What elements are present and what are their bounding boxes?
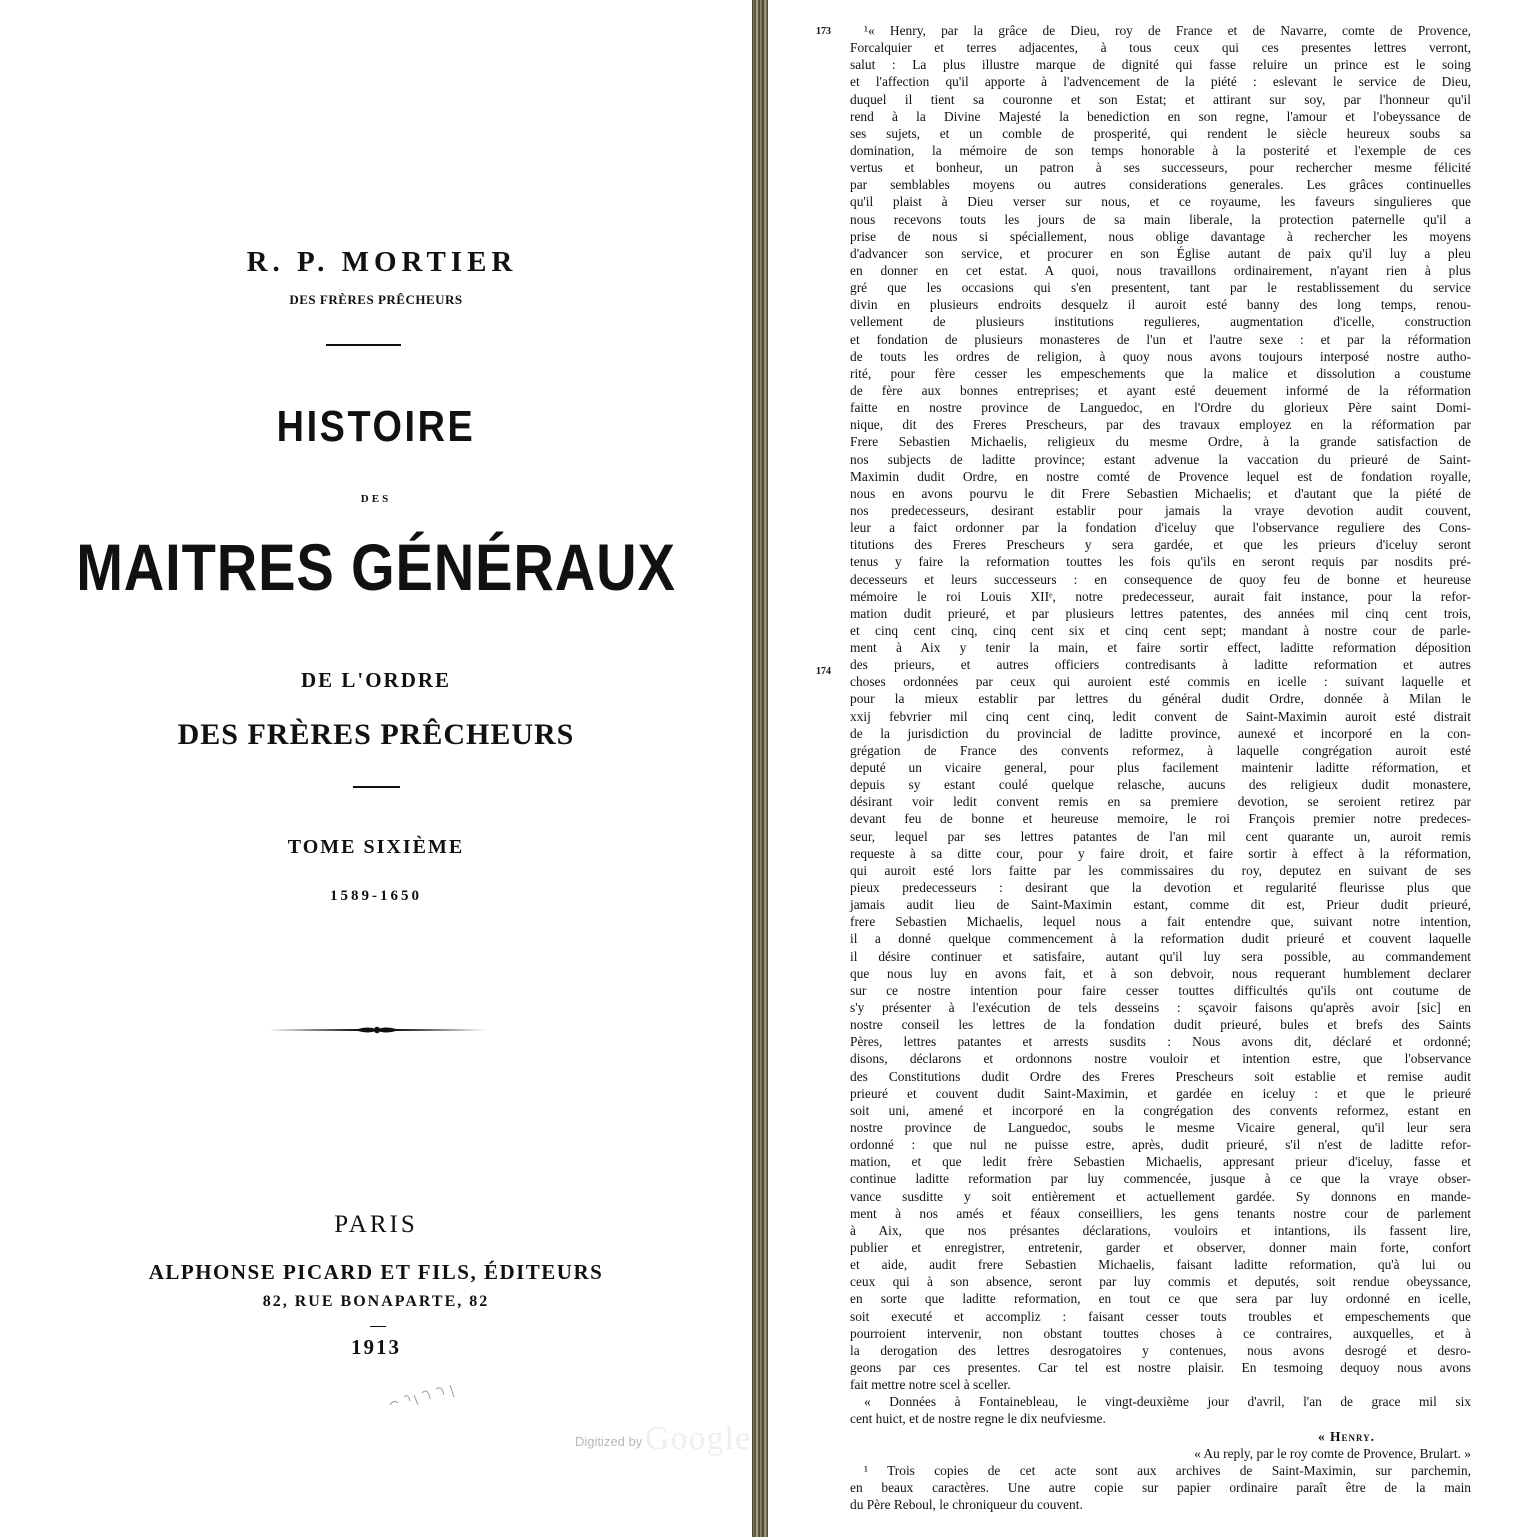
title-page (0, 0, 752, 1537)
text-line: nos subjects de laditte province; estant advenue la vaccation du prieuré de Saint- (850, 451, 1471, 467)
text-line: salut : La plus illustre marque de dignité qui fasse reluire un prince est le soing (850, 57, 1471, 73)
text-line: continue laditte reformation par luy commencée, jusque à ce que la vraye obser- (850, 1171, 1471, 1187)
text-line: depuis sy estant coulé quelque relasche, aucuns des religieux dudit monastere, (850, 777, 1471, 793)
divider-rule (353, 786, 400, 788)
publication-year: 1913 (351, 1335, 401, 1359)
text-line: titutions des Freres Prescheurs y sera gardée, et que les prieurs d'iceluy seront (850, 537, 1471, 553)
text-line: ses sujets, et un comble de prosperité, qui rendent le siècle heureux soubs sa (850, 125, 1471, 141)
text-line: et aide, audit frere Sebastien Michaelis, faisant laditte reformation, qu'à lui ou (850, 1257, 1471, 1273)
ornament-rule-icon (268, 1019, 486, 1041)
text-line: Forcalquier et terres adjacentes, à tous ceux qui ces presentes lettres verront, (850, 40, 1471, 56)
text-line: à Aix, que nos présantes déclarations, vouloirs et intantions, ils fassent lire, (850, 1222, 1471, 1238)
text-line: Maximin dudit Ordre, en nostre comté de Provence lequel est de fondation royalle, (850, 468, 1471, 484)
margin-page-number: 173 (816, 26, 831, 37)
text-line: geons par ces presentes. Car tel est nostre plaisir. En tesmoing dequoy nous avons (850, 1359, 1471, 1375)
divider-rule (326, 344, 401, 346)
date-line: « Données à Fontainebleau, le vingt-deuxième jour d'avril, l'an de grace mil six (864, 1394, 1471, 1410)
text-line: faitte en nostre province de Languedoc, en l'Ordre du glorieux Père saint Domi- (850, 400, 1471, 416)
text-line: mation dudit prieuré, et par plusieurs lettres patentes, des années mil cinq cent trois, (850, 605, 1471, 621)
text-line: qu'il plaist à Dieu verser sur nous, et ce royaume, les faveurs singulieres que (850, 194, 1471, 210)
text-line: de la jurisdiction du provincial de laditte province, aunexé et incorporé en la con- (850, 725, 1471, 741)
title-subtitle-2: DES FRÈRES PRÊCHEURS (177, 718, 575, 751)
text-line: rité, pour fère cesser les empeschements que la malice et dissolution a coustume (850, 365, 1471, 381)
text-line: soit executé et accompliz : faisant cesser touts troubles et empeschements que (850, 1308, 1471, 1324)
text-line: en sorte que laditte reformation, en tout ce que sera par luy ordonné en icelle, (850, 1291, 1471, 1307)
text-line: de touts les ordres de religion, à quoy nous avons toujours interposé nostre authо- (850, 348, 1471, 364)
text-line: soit uni, amené et incorporé en la congrégation des convents reformez, estant en (850, 1102, 1471, 1118)
text-line: qui auroit esté lors faitte par les commissaires du roy, deputez en suivant de ses (850, 862, 1471, 878)
text-line: nous recevons touts les jours de sa main liberale, la protection paternelle qu'il a (850, 211, 1471, 227)
text-line: sur ce nostre intention pour faire cesser touttes difficultés qu'ils ont coutume de (850, 982, 1471, 998)
text-line: et l'affection qu'il apporte à l'advencement de la piété : eslevant le service de Dieu, (850, 74, 1471, 90)
volume-years: 1589-1650 (330, 888, 422, 904)
divider-rule (370, 1326, 386, 1327)
text-line: prieuré et couvent dudit Saint-Maximin, et gardée en iceluy : et que le prieuré (850, 1085, 1471, 1101)
text-line: vellement de plusieurs institutions regulieres, augmentation d'icelle, construction (850, 314, 1471, 330)
text-line: de fère aux bonnes entreprises; et ayant esté deuement informé de la réformation (850, 382, 1471, 398)
text-line: vance susditte y soit entièrement et actuellement gardée. Sy donnons en mande- (850, 1188, 1471, 1204)
text-line: Frere Sebastien Michaelis, religieux du mesme Ordre, à la grande satisfaction de (850, 434, 1471, 450)
library-stamp-scribble-icon (384, 1375, 464, 1415)
text-line: par semblables moyens ou autres considerations generales. Les grâces continuelles (850, 177, 1471, 193)
text-line: la derogation des lettres desrogatoires y contenues, nous avons desrogé et desro- (850, 1342, 1471, 1358)
text-line: ordonné : que nul ne puisse estre, après, dudit prieuré, s'il n'est de laditte refor- (850, 1137, 1471, 1153)
text-line: disons, déclarons et ordonnons nostre vouloir et intention estre, que l'observance (850, 1051, 1471, 1067)
text-line: désirant voir ledit convent remis en sa premiere devotion, se seroient retirez par (850, 794, 1471, 810)
text-line: Pères, lettres patantes et arrests susdits : Nous avons dit, déclaré et ordonné; (850, 1034, 1471, 1050)
footnote-line: du Père Reboul, le chroniqueur du couvent. (850, 1497, 1083, 1513)
signature-name: « Henry. (1318, 1428, 1375, 1444)
text-line: choses ordonnées par ceux qui auroient esté commis en icelle : suivant laquelle et (850, 674, 1471, 690)
date-line: cent huict, et de nostre regne le dix neufviesme. (850, 1411, 1106, 1427)
margin-page-number: 174 (816, 666, 831, 677)
digitized-watermark: Digitized by (575, 1434, 643, 1449)
text-line: mation, et que ledit frère Sebastien Michaelis, appresant prieur d'iceluy, fasse et (850, 1154, 1471, 1170)
text-line: que nous luy en avons fait, et à son debvoir, nous requerant humblement declarer (850, 965, 1471, 981)
footnote-line: en beaux caractères. Une autre copie sur papier ordinaire paraît être de la main (850, 1479, 1471, 1495)
text-line: des prieurs, et autres officiers contredisants à laditte reformation et autres (850, 657, 1471, 673)
title-subtitle-1: DE L'ORDRE (300, 668, 452, 692)
text-line: leur a faict ordonner par la fondation d'iceluy que l'observance reguliere des Cons- (850, 520, 1471, 536)
text-line: s'y présenter à l'exécution de tels desseins : sçavoir faisons qu'après avoir [sic] en (850, 1000, 1471, 1016)
text-line: rend à la Divine Majesté la benediction en son regne, l'amour et l'obeyssance de (850, 108, 1471, 124)
text-line: deputé un vicaire general, pour plus facilement maintenir laditte réformation, et (850, 760, 1471, 776)
text-line: publier et enregistrer, entretenir, garder et observer, donner main forte, confort (850, 1239, 1471, 1255)
text-line: nostre conseil les lettres de la fondation dudit prieuré, bules et brefs des Saints (850, 1017, 1471, 1033)
publisher-address: 82, RUE BONAPARTE, 82 (262, 1293, 490, 1310)
text-page (768, 0, 1525, 1537)
text-line: domination, la mémoire de son temps honorable à la posterité et l'exemple de ces (850, 142, 1471, 158)
text-line: seur, lequel par ses lettres patantes de l'an mil cent quarante un, auroit remis (850, 828, 1471, 844)
publication-city: PARIS (334, 1211, 418, 1238)
signature-reply: « Au reply, par le roy comte de Provence, Brulart. » (1194, 1445, 1471, 1461)
text-line: nostre province de Languedoc, soubs le mesme Vicaire general, qu'il leur sera (850, 1120, 1471, 1135)
title-connector: DES (360, 493, 392, 505)
letter-text (850, 22, 1471, 1393)
author-name: R. P. MORTIER (246, 246, 518, 278)
text-line: ment à Aix y tenir la main, et faire sortir effect, laditte reformation déposition (850, 640, 1471, 656)
text-line: xxij febvrier mil cinq cent cinq, ledit convent de Saint-Maximin auroit esté distrait (850, 708, 1471, 724)
text-line: pieux predecesseurs : desirant que la devotion et regularité fleurisse plus que (850, 880, 1471, 896)
text-line: des Constitutions dudit Ordre des Freres Prescheurs soit establie et remise audit (850, 1068, 1471, 1084)
text-line: il désire continuer et satisfaire, autant qu'il luy sera possible, au commandement (850, 948, 1471, 964)
text-line: pourroient intervenir, non obstant touttes choses à ce contraires, auxquelles, et à (850, 1325, 1471, 1341)
text-line: fait mettre notre scel à sceller. (850, 1377, 1011, 1393)
text-line: ceux qui à son absence, seront par luy commis et deputés, soit rendue obeyssance, (850, 1274, 1471, 1290)
text-line: jamais audit lieu de Saint-Maximin estant, comme dit est, Prieur dudit prieuré, (850, 897, 1471, 913)
text-line: pour la mieux establir par lettres du général dudit Ordre, donnée à Milan le (850, 691, 1471, 707)
text-line: tenus y faire la reformation touttes les fois qu'ils en seront requis par nosdits pré- (850, 554, 1471, 570)
text-line: nique, dit des Freres Prescheurs, par des travaux employez en la réformation par (850, 417, 1471, 433)
text-line: devant feu de bonne et heureuse memoire, le roi François premier notre predeces- (850, 811, 1471, 827)
text-line: nos predecesseurs, desirant establir pour jamais la vraye devotion audit couvent, (850, 502, 1471, 518)
text-line: duquel il tient sa couronne et son Estat; et attirant sur soy, par l'honneur qu'il (850, 91, 1471, 107)
footnote-line: ¹ Trois copies de cet acte sont aux archives de Saint-Maximin, sur parchemin, (864, 1462, 1471, 1478)
text-line: et cinq cent cinq, cinq cent six et cinq cent sept; mandant à nostre cour de parle- (850, 622, 1471, 638)
title-main: HISTOIRE (276, 402, 476, 451)
text-line: ¹« Henry, par la grâce de Dieu, roy de France et de Navarre, comte de Provence, (864, 23, 1471, 38)
text-line: frere Sebastien Michaelis, lequel nous a fait entendre que, suivant notre intention, (850, 914, 1471, 930)
volume-label: TOME SIXIÈME (287, 836, 465, 858)
document-body (850, 22, 1471, 1513)
google-watermark-icon: Google (645, 1420, 752, 1457)
text-line: d'advancer son service, et procurer en son Église autant de paix qu'il luy a pleu (850, 245, 1471, 261)
text-line: ment à nos amés et féaux conseilliers, les gens tenants nostre cour de parlement (850, 1205, 1471, 1221)
text-line: il a donné quelque commencement à la reformation dudit prieuré et couvent laquelle (850, 931, 1471, 947)
text-line: divin en plusieurs endroits desquelz il auroit esté banny des long temps, renou- (850, 297, 1471, 313)
text-line: decesseurs et leurs successeurs : en consequence de quoy feu de bonne et heureuse (850, 571, 1471, 587)
text-line: nous en avons pourvu le dit Frere Sebastien Michaelis; et d'autant que la piété de (850, 485, 1471, 501)
book-spine-divider (752, 0, 768, 1537)
text-line: vertus et bonheur, un patron à ses successeurs, pour rechercher mesme félicité (850, 160, 1471, 176)
publisher-name: ALPHONSE PICARD ET FILS, ÉDITEURS (148, 1260, 604, 1284)
text-line: mémoire le roi Louis XIIᵉ, notre predecesseur, aurait fait instance, pour la refor- (850, 588, 1471, 604)
text-line: prise de nous si spéciallement, nous oblige davantage à rechercher les moyens (850, 228, 1471, 244)
author-order: DES FRÈRES PRÊCHEURS (289, 292, 463, 307)
text-line: et fondation de plusieurs monasteres de l'un et l'autre sexe : et par la réformation (850, 331, 1471, 347)
title-large: MAITRES GÉNÉRAUX (76, 530, 676, 604)
text-line: grégation de France des convents reformez, à laquelle congrégation auroit esté (850, 742, 1471, 758)
text-line: gré que les occasions qui s'en presentent, tant par le restablissement du service (850, 280, 1471, 296)
text-line: requeste à sa ditte cour, pour y faire droit, et faire sortir à effect à la réformation, (850, 845, 1471, 861)
text-line: en donner en cet estat. A quoi, nous travaillons ordinairement, n'ayant rien à plus (850, 262, 1471, 278)
